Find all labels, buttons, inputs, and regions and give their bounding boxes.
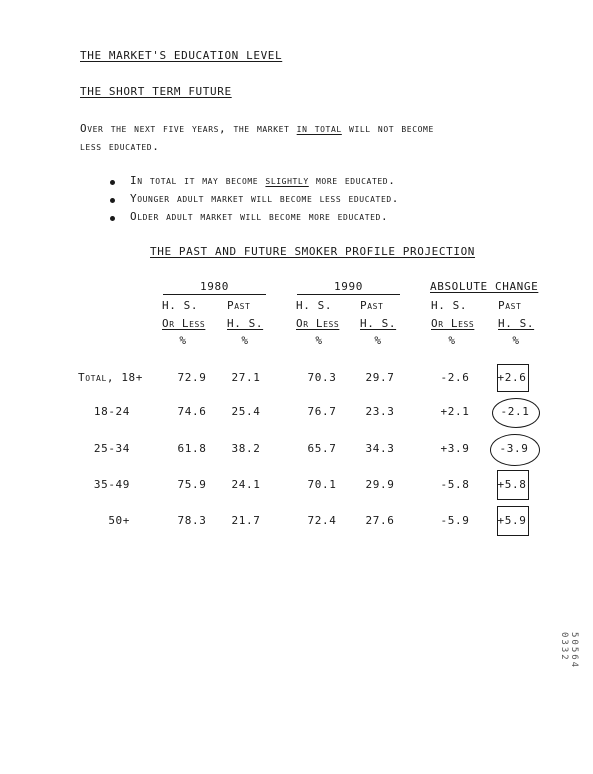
- change-hs: -2.6: [440, 371, 470, 384]
- row-label: 25-34: [93, 442, 130, 455]
- bullet-text: In total it may become: [130, 174, 266, 187]
- value-1990-past: 29.7: [365, 371, 395, 384]
- section-heading: THE SHORT TERM FUTURE: [80, 85, 232, 98]
- bullet-emphasis: slightly: [265, 174, 309, 187]
- row-label: 18-24: [93, 405, 130, 418]
- change-hs: -5.9: [440, 514, 470, 527]
- bullet-item: [130, 174, 395, 187]
- unit-label: %: [315, 334, 323, 347]
- value-1990-past: 27.6: [365, 514, 395, 527]
- intro-emphasis: in total: [296, 122, 342, 135]
- value-1980-past: 21.7: [231, 514, 261, 527]
- value-1990-past: 34.3: [365, 442, 395, 455]
- change-hs: +3.9: [440, 442, 470, 455]
- value-1980-past: 38.2: [231, 442, 261, 455]
- col-past-label: Past: [360, 299, 384, 312]
- value-1980-hs: 74.6: [177, 405, 207, 418]
- intro-line-1: [80, 122, 434, 135]
- value-1980-past: 24.1: [231, 478, 261, 491]
- value-1980-hs: 78.3: [177, 514, 207, 527]
- col-hs-label: H. S.: [431, 299, 468, 312]
- change-hs: -5.8: [440, 478, 470, 491]
- intro-text: Over the next five years, the market: [80, 122, 297, 135]
- change-past: -2.1: [500, 405, 530, 418]
- row-label: 50+: [108, 514, 130, 527]
- value-1980-hs: 72.9: [177, 371, 207, 384]
- col-hs-label-2: Or Less: [162, 317, 206, 330]
- unit-label: %: [241, 334, 249, 347]
- row-label: Total, 18+: [78, 371, 144, 384]
- unit-label: %: [448, 334, 456, 347]
- intro-line-2: less educated.: [80, 140, 160, 153]
- change-past: +5.8: [497, 478, 527, 491]
- value-1990-hs: 72.4: [307, 514, 337, 527]
- value-1980-past: 25.4: [231, 405, 261, 418]
- table-title: THE PAST AND FUTURE SMOKER PROFILE PROJECTION: [150, 245, 476, 258]
- group-header-1980: 1980: [200, 280, 229, 293]
- value-1990-hs: 76.7: [307, 405, 337, 418]
- col-past-label-2: H. S.: [227, 317, 264, 330]
- col-past-label: Past: [498, 299, 522, 312]
- col-past-label-2: H. S.: [360, 317, 397, 330]
- unit-label: %: [374, 334, 382, 347]
- col-past-label: Past: [227, 299, 251, 312]
- row-label: 35-49: [93, 478, 130, 491]
- bullet-icon: [110, 216, 115, 221]
- group-header-change: ABSOLUTE CHANGE: [430, 280, 539, 293]
- page-title: THE MARKET'S EDUCATION LEVEL: [80, 49, 283, 62]
- value-1990-hs: 70.1: [307, 478, 337, 491]
- change-past: +2.6: [497, 371, 527, 384]
- document-stamp: 50564 0332: [559, 632, 579, 670]
- unit-label: %: [512, 334, 520, 347]
- group-underline-1980: [163, 294, 266, 295]
- group-underline-1990: [297, 294, 400, 295]
- bullet-text-end: more educated.: [308, 174, 396, 187]
- bullet-item: Younger adult market will become less educated.: [130, 192, 400, 205]
- intro-text-end: will not become: [341, 122, 434, 135]
- value-1990-hs: 70.3: [307, 371, 337, 384]
- col-hs-label-2: Or Less: [431, 317, 475, 330]
- unit-label: %: [179, 334, 187, 347]
- col-past-label-2: H. S.: [498, 317, 535, 330]
- value-1990-past: 29.9: [365, 478, 395, 491]
- bullet-icon: [110, 198, 115, 203]
- value-1980-hs: 75.9: [177, 478, 207, 491]
- group-header-1990: 1990: [334, 280, 363, 293]
- bullet-icon: [110, 180, 115, 185]
- value-1980-hs: 61.8: [177, 442, 207, 455]
- value-1990-past: 23.3: [365, 405, 395, 418]
- bullet-item: Older adult market will become more educated.: [130, 210, 389, 223]
- value-1990-hs: 65.7: [307, 442, 337, 455]
- change-hs: +2.1: [440, 405, 470, 418]
- change-past: -3.9: [499, 442, 529, 455]
- col-hs-label: H. S.: [162, 299, 199, 312]
- col-hs-label: H. S.: [296, 299, 333, 312]
- change-past: +5.9: [497, 514, 527, 527]
- value-1980-past: 27.1: [231, 371, 261, 384]
- col-hs-label-2: Or Less: [296, 317, 340, 330]
